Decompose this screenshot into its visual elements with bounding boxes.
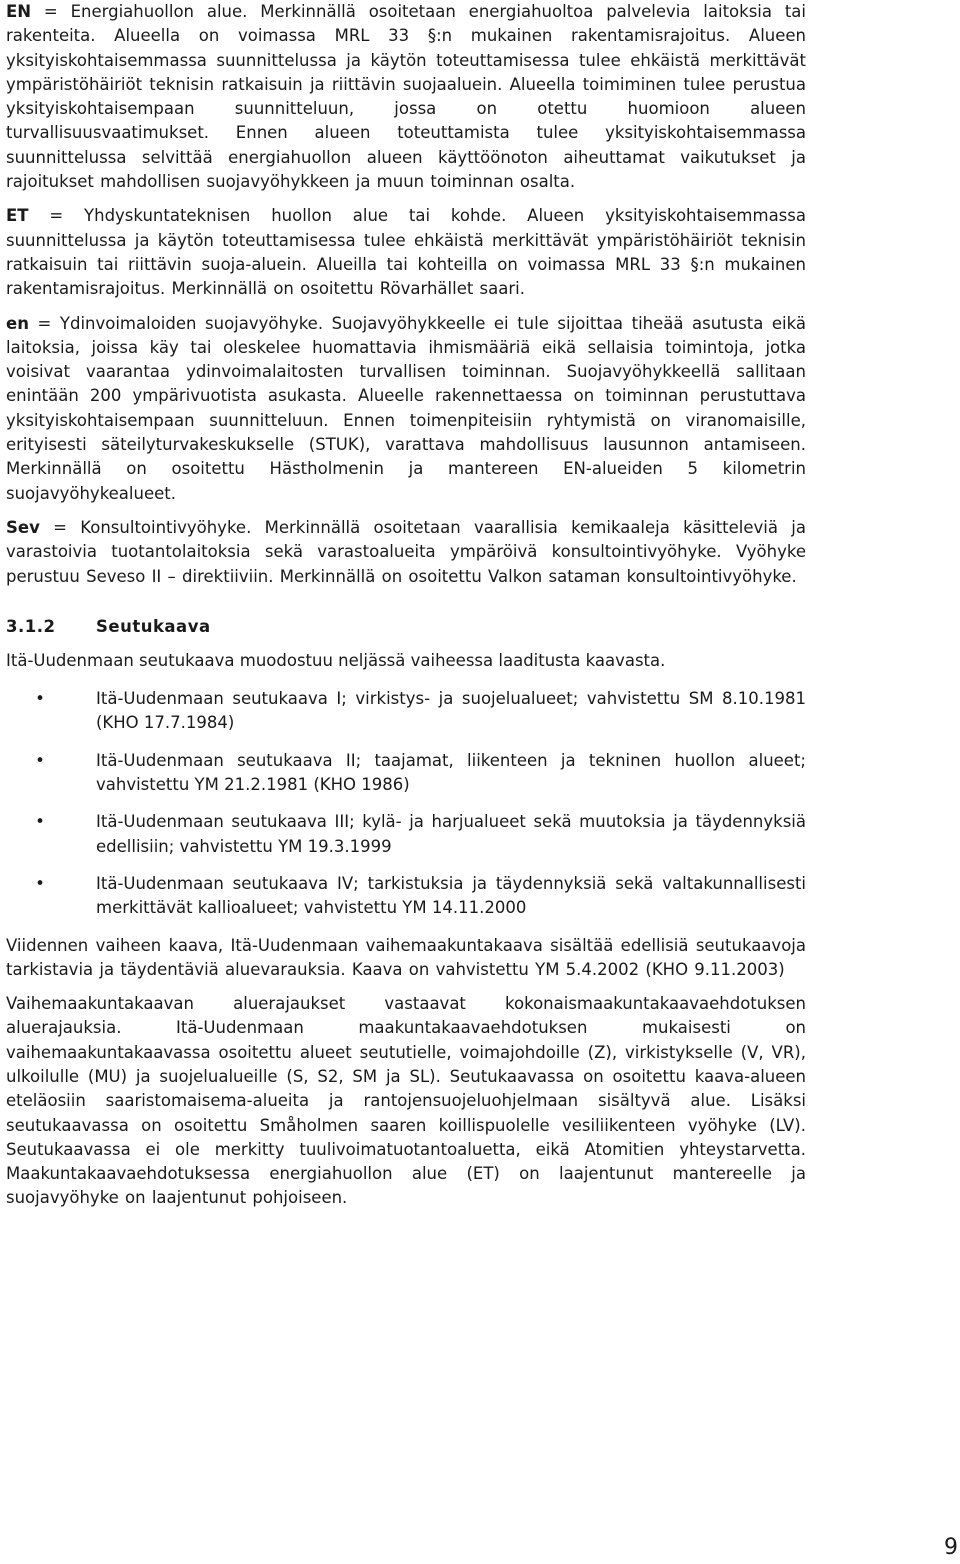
section-title: Seutukaava — [96, 616, 211, 636]
bullet-icon: • — [35, 812, 45, 832]
paragraph-et-text: = Yhdyskuntateknisen huollon alue tai kohde. Alueen yksityiskohtaisemmassa suunnittelussa ja käytön toteuttamisessa tulee ehkäistä merkittävät ympäristöhäiriöt teknisin ratkaisuin tai riittävin suoja-aluein. Alueilla tai kohteilla on voimassa MRL 33 §:n mukainen rakentamisrajoitus. Merkinnällä on osoitettu Rövarhället saari. — [6, 206, 806, 299]
term-en-upper: EN — [6, 2, 32, 21]
list-item — [6, 749, 806, 798]
list-item — [6, 687, 806, 736]
bullet-icon: • — [35, 873, 45, 893]
term-en-lower: en — [6, 313, 29, 333]
paragraph-en-upper-text: = Energiahuollon alue. Merkinnällä osoitetaan energiahuoltoa palvelevia laitoksia tai rakenteita. Alueella on voimassa MRL 33 §:n mukainen rakentamisrajoitus. Alueen yksityiskohtaisemmassa suunnittelussa ja käytön toteuttamisessa tulee ehkäistä merkittävät ympäristöhäiriöt teknisin ratkaisuin ja riittävin suojaaluein. Alueella toimiminen tulee perustua yksityiskohtaisempaan suunnitteluun, jossa on otettu huomioon alueen turvallisuusvaatimukset. Ennen alueen toteuttamista tulee yksityiskohtaisemmassa suunnittelussa selvittää energiahuollon alueen käyttöönoton aiheuttamat vaikutukset ja rajoitukset mahdollisen suojavyöhykkeen ja muun toiminnan osalta. — [6, 2, 806, 192]
list-item-text: Itä-Uudenmaan seutukaava III; kylä- ja harjualueet sekä muutoksia ja täydennyksiä edellisiin; vahvistettu YM 19.3.1999 — [96, 812, 806, 856]
list-item-text: Itä-Uudenmaan seutukaava IV; tarkistuksia ja täydennyksiä sekä valtakunnallisesti merkittävät kallioalueet; vahvistettu YM 14.11.2000 — [96, 873, 806, 918]
paragraph-et — [6, 204, 806, 301]
list-item-text: Itä-Uudenmaan seutukaava II; taajamat, liikenteen ja tekninen huollon alueet; vahvistettu YM 21.2.1981 (KHO 1986) — [96, 750, 806, 795]
term-sev: Sev — [6, 517, 40, 537]
section-number: 3.1.2 — [6, 616, 56, 636]
document-body — [6, 0, 806, 1221]
section-intro: Itä-Uudenmaan seutukaava muodostuu neljässä vaiheessa laaditusta kaavasta. — [6, 650, 666, 670]
list-item — [6, 872, 806, 921]
paragraph-sev — [6, 516, 806, 589]
section-heading — [6, 615, 806, 639]
page-number: 9 — [944, 1535, 958, 1560]
list-item-text: Itä-Uudenmaan seutukaava I; virkistys- ja suojelualueet; vahvistettu SM 8.10.1981 (KHO 17.7.1984) — [96, 689, 806, 733]
seutukaava-list — [6, 687, 806, 920]
list-item — [6, 810, 806, 859]
paragraph-fifth-phase: Viidennen vaiheen kaava, Itä-Uudenmaan vaihemaakuntakaava sisältää edellisiä seutukaavoja tarkistavia ja täydentäviä aluevarauksia. Kaava on vahvistettu YM 5.4.2002 (KHO 9.11.2003) — [6, 935, 806, 979]
bullet-icon: • — [35, 750, 45, 770]
paragraph-sev-text: = Konsultointivyöhyke. Merkinnällä osoitetaan vaarallisia kemikaaleja käsitteleviä ja varastoivia tuotantolaitoksia sekä varastoalueita ympäröivä konsultointivyöhyke. Vyöhyke perustuu Seveso II – direktiiviin. Merkinnällä on osoitettu Valkon sataman konsultointivyöhyke. — [6, 517, 806, 586]
paragraph-en-upper — [6, 0, 806, 194]
paragraph-area-boundaries: Vaihemaakuntakaavan aluerajaukset vastaavat kokonaismaakuntakaavaehdotuksen aluerajauksia. Itä-Uudenmaan maakuntakaavaehdotuksen mukaisesti on vaihemaakuntakaavassa osoitettu alueet seututielle, voimajohdoille (Z), virkistykselle (V, VR), ulkoilulle (MU) ja suojelualueille (S, S2, SM ja SL). Seutukaavassa on osoitettu kaava-alueen eteläosiin saaristomaisema-alueita ja rantojensuojeluohjelmaan sisältyvä alue. Lisäksi seutukaavassa on osoitettu Småholmen saaren koillispuolelle vesiliikenteen vyöhyke (LV). Seutukaavassa ei ole merkitty tuulivoimatuotantoaluetta, eikä Atomitien yhteystarvetta. Maakuntakaavaehdotuksessa energiahuollon alue (ET) on laajentunut mantereelle ja suojavyöhyke on laajentunut pohjoiseen. — [6, 994, 806, 1208]
paragraph-en-lower-text: = Ydinvoimaloiden suojavyöhyke. Suojavyöhykkeelle ei tule sijoittaa tiheää asutusta eikä laitoksia, joissa käy tai oleskelee huomattavia ihmismääriä eikä sellaisia toimintoja, jotka voisivat vaarantaa ydinvoimalaitosten turvallisen toiminnan. Suojavyöhykkeellä sallitaan enintään 200 ympärivuotista asukasta. Alueelle rakennettaessa on toiminnan perustuttava yksityiskohtaisempaan suunnitteluun. Ennen toimenpiteisiin ryhtymistä on viranomaisille, erityisesti säteilyturvakeskukselle (STUK), varattava mahdollisuus lausunnon antamiseen. Merkinnällä on osoitettu Hästholmenin ja mantereen EN-alueiden 5 kilometrin suojavyöhykealueet. — [6, 313, 806, 503]
term-et: ET — [6, 206, 29, 226]
bullet-icon: • — [35, 689, 45, 709]
paragraph-en-lower — [6, 312, 806, 506]
